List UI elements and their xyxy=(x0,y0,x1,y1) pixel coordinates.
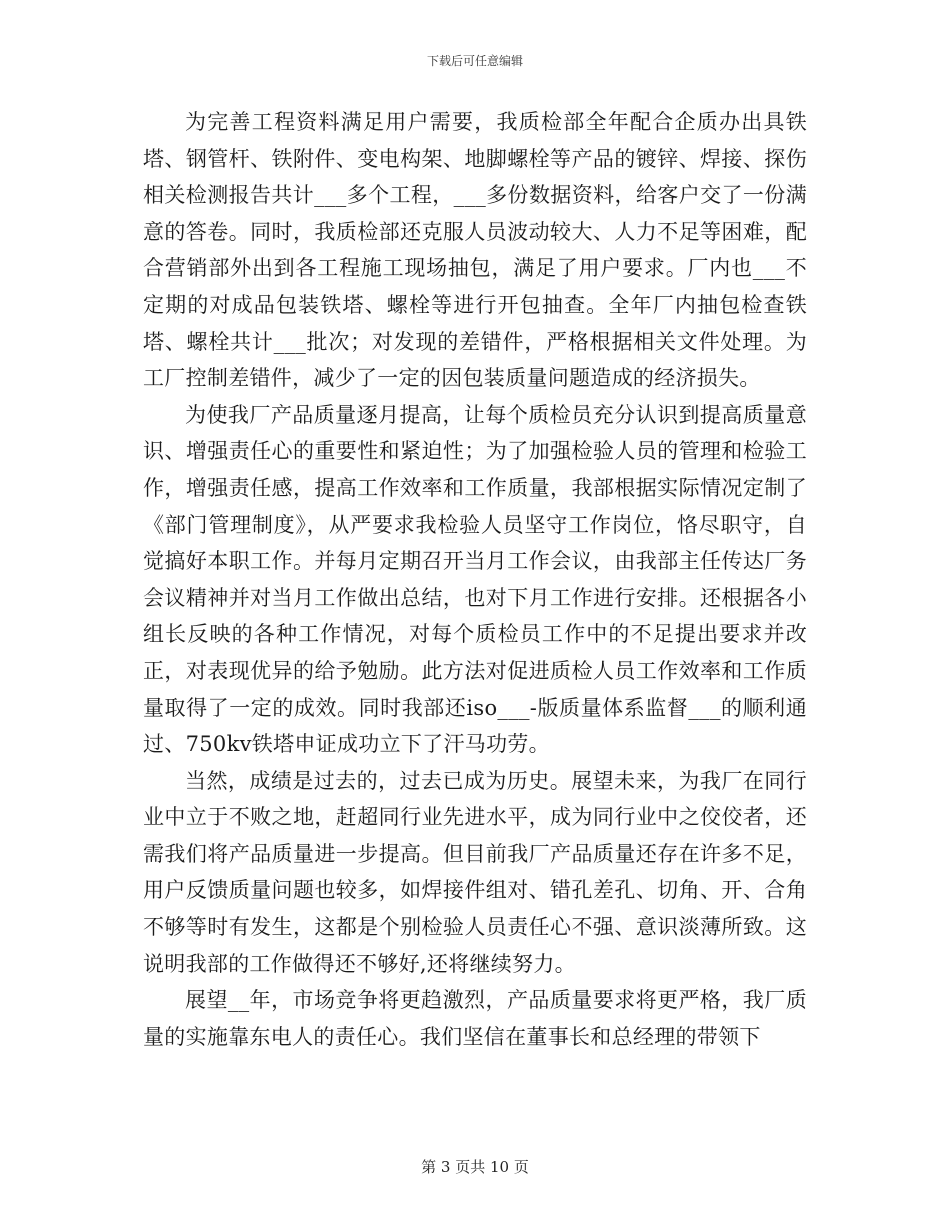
document-body xyxy=(143,104,807,1055)
paragraph-4: 展望__年，市场竞争将更趋激烈，产品质量要求将更严格，我厂质量的实施靠东电人的责任心。我们坚信在董事长和总经理的带领下 xyxy=(143,988,807,1049)
paragraph-1: 为完善工程资料满足用户需要，我质检部全年配合企质办出具铁塔、钢管杆、铁附件、变电构架、地脚螺栓等产品的镀锌、焊接、探伤相关检测报告共计___多个工程，___多份数据资料，给客户交了一份满意的答卷。同时，我质检部还克服人员波动较大、人力不足等困难，配合营销部外出到各工程施工现场抽包，满足了用户要求。厂内也___不定期的对成品包装铁塔、螺栓等进行开包抽查。全年厂内抽包检查铁塔、螺栓共计___批次；对发现的差错件，严格根据相关文件处理。为工厂控制差错件，减少了一定的因包装质量问题造成的经济损失。 xyxy=(143,110,807,391)
paragraph-3: 当然，成绩是过去的，过去已成为历史。展望未来，为我厂在同行业中立于不败之地，赶超同行业先进水平，成为同行业中之佼佼者，还需我们将产品质量进一步提高。但目前我厂产品质量还存在许多不足，用户反馈质量问题也较多，如焊接件组对、错孔差孔、切角、开、合角不够等时有发生，这都是个别检验人员责任心不强、意识淡薄所致。这说明我部的工作做得还不够好,还将继续努力。 xyxy=(143,768,807,976)
paragraph-2: 为使我厂产品质量逐月提高，让每个质检员充分认识到提高质量意识、增强责任心的重要性和紧迫性；为了加强检验人员的管理和检验工作，增强责任感，提高工作效率和工作质量，我部根据实际情况定制了《部门管理制度》，从严要求我检验人员坚守工作岗位，恪尽职守，自觉搞好本职工作。并每月定期召开当月工作会议，由我部主任传达厂务会议精神并对当月工作做出总结，也对下月工作进行安排。还根据各小组长反映的各种工作情况，对每个质检员工作中的不足提出要求并改正，对表现优异的给予勉励。此方法对促进质检人员工作效率和工作质量取得了一定的成效。同时我部还iso___-版质量体系监督___的顺利通过、750kv铁塔申证成功立下了汗马功劳。 xyxy=(143,402,807,757)
page-number: 第 3 页共 10 页 xyxy=(421,1158,529,1176)
page-header-note: 下载后可任意编辑 xyxy=(426,54,523,68)
